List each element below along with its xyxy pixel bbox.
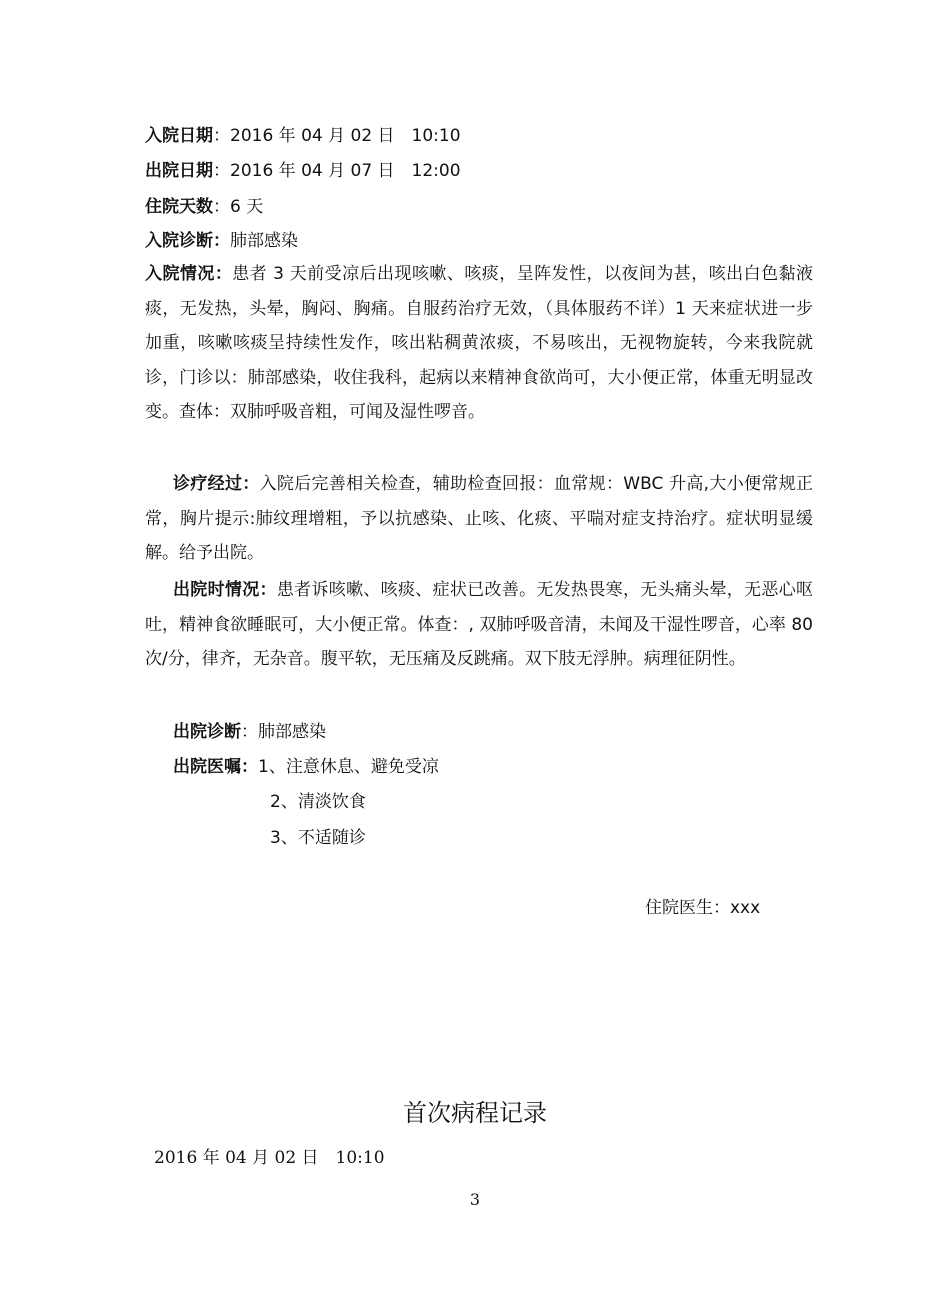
admission-status-paragraph xyxy=(145,257,813,430)
discharge-status-paragraph xyxy=(145,573,813,677)
discharge-order-item: 1、注意休息、避免受凉 xyxy=(258,757,439,777)
admission-diagnosis-value: 肺部感染 xyxy=(230,231,298,251)
admission-diagnosis-sep: ： xyxy=(213,231,230,251)
admission-diagnosis-label: 入院诊断 xyxy=(145,231,213,251)
admission-date-label: 入院日期 xyxy=(145,126,213,146)
discharge-date-value: 2016 年 04 月 07 日 12:00 xyxy=(230,161,461,181)
discharge-date-sep: ： xyxy=(213,161,230,181)
stay-days-sep: ： xyxy=(213,197,230,217)
discharge-diagnosis-row xyxy=(173,722,326,742)
discharge-orders-label: 出院医嘱： xyxy=(173,757,258,777)
first-course-record-date: 2016 年 04 月 02 日 10:10 xyxy=(154,1148,385,1168)
discharge-diagnosis-value: 肺部感染 xyxy=(258,722,326,742)
stay-days-row xyxy=(145,197,263,217)
discharge-date-row xyxy=(145,161,461,181)
discharge-diagnosis-label: 出院诊断 xyxy=(173,722,241,742)
stay-days-label: 住院天数 xyxy=(145,197,213,217)
discharge-status-text: 患者诉咳嗽、咳痰、症状已改善。无发热畏寒，无头痛头晕，无恶心呕吐，精神食欲睡眠可，大小便正常。体查：, 双肺呼吸音清，未闻及干湿性啰音，心率 80 次/分，律齐，无杂音。腹平软，无压痛及反跳痛。双下肢无浮肿。病理征阴性。 xyxy=(145,580,814,669)
treatment-course-paragraph xyxy=(145,467,813,571)
admission-status-text: 患者 3 天前受凉后出现咳嗽、咳痰，呈阵发性，以夜间为甚，咳出白色黏液痰，无发热，头晕，胸闷、胸痛。自服药治疗无效，（具体服药不详）1 天来症状进一步加重，咳嗽咳痰呈持续性发作，咳出粘稠黄浓痰，不易咳出，无视物旋转，今来我院就诊，门诊以：肺部感染，收住我科，起病以来精神食欲尚可，大小便正常，体重无明显改变。查体：双肺呼吸音粗，可闻及湿性啰音。 xyxy=(145,264,814,422)
discharge-order-item: 2、清淡饮食 xyxy=(270,792,366,812)
physician-label: 住院医生： xyxy=(645,898,730,918)
discharge-date-label: 出院日期 xyxy=(145,161,213,181)
admission-date-sep: ： xyxy=(213,126,230,146)
discharge-status-label: 出院时情况： xyxy=(173,580,277,600)
treatment-course-label: 诊疗经过： xyxy=(173,474,260,494)
first-course-record-title: 首次病程记录 xyxy=(403,1099,547,1127)
treatment-course-text: 入院后完善相关检查，辅助检查回报：血常规：WBC 升高,大小便常规正常，胸片提示:肺纹理增粗，予以抗感染、止咳、化痰、平喘对症支持治疗。症状明显缓解。给予出院。 xyxy=(145,474,813,563)
physician-name: xxx xyxy=(730,898,761,918)
discharge-order-item: 3、不适随诊 xyxy=(270,828,366,848)
admission-date-value: 2016 年 04 月 02 日 10:10 xyxy=(230,126,461,146)
admission-status-label: 入院情况： xyxy=(145,264,233,284)
admission-diagnosis-row xyxy=(145,231,298,251)
physician-signature xyxy=(645,898,760,918)
discharge-diagnosis-sep: ： xyxy=(241,722,258,742)
stay-days-value: 6 天 xyxy=(230,197,264,217)
page-number: 3 xyxy=(469,1190,481,1209)
admission-date-row xyxy=(145,126,461,146)
discharge-orders-row xyxy=(173,757,439,777)
